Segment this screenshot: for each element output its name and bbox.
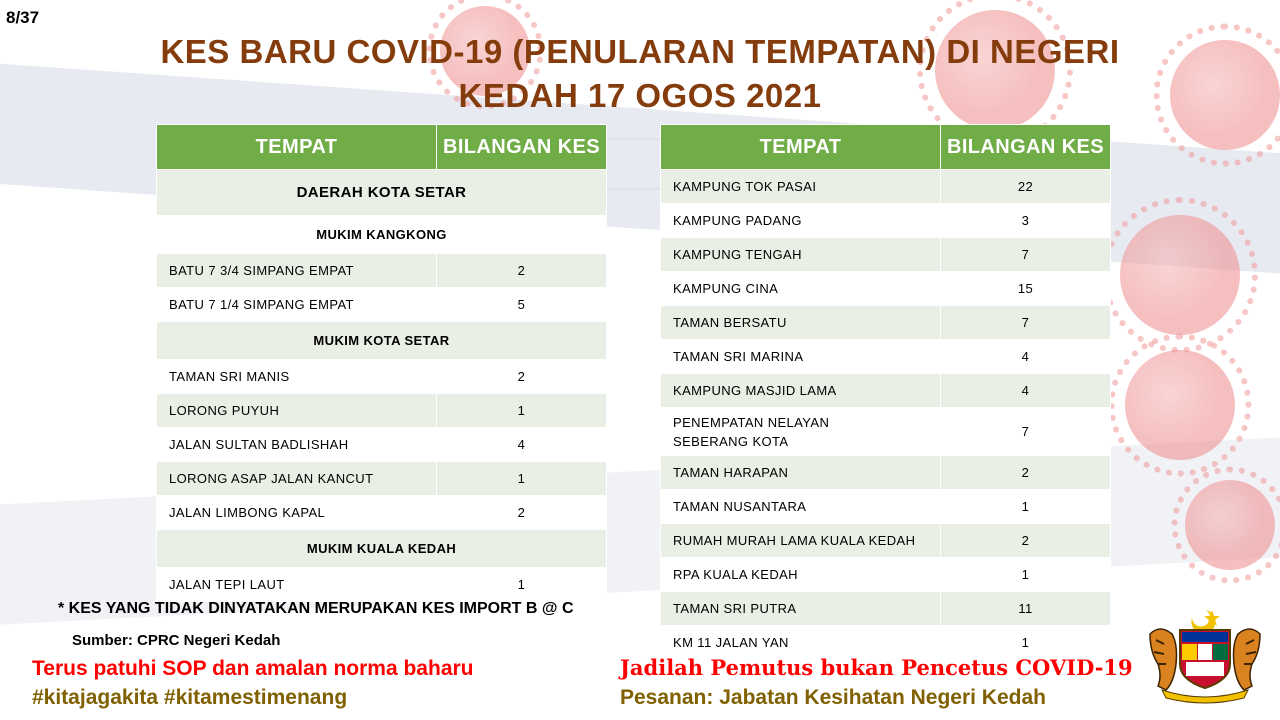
place-cell: BATU 7 3/4 SIMPANG EMPAT: [157, 254, 437, 288]
column-header-cases: BILANGAN KES: [437, 125, 607, 170]
virus-decoration-icon: [1170, 40, 1280, 150]
cases-cell: 1: [941, 558, 1111, 592]
cases-cell: 2: [437, 360, 607, 394]
table-row: [157, 462, 607, 496]
mukim-row: [157, 530, 607, 568]
place-cell: LORONG PUYUH: [157, 394, 437, 428]
cases-cell: 1: [437, 394, 607, 428]
table-header-row: [157, 125, 607, 170]
left-cases-table: [156, 124, 607, 602]
place-cell: JALAN LIMBONG KAPAL: [157, 496, 437, 530]
district-label: DAERAH KOTA SETAR: [157, 170, 607, 216]
mukim-label: MUKIM KOTA SETAR: [157, 322, 607, 360]
cases-cell: 4: [941, 340, 1111, 374]
place-cell: BATU 7 1/4 SIMPANG EMPAT: [157, 288, 437, 322]
title-line-2: KEDAH 17 OGOS 2021: [458, 77, 822, 114]
district-row: [157, 170, 607, 216]
cases-cell: 1: [941, 490, 1111, 524]
cases-cell: 7: [941, 306, 1111, 340]
table-row: [661, 170, 1111, 204]
cases-cell: 2: [941, 456, 1111, 490]
cases-cell: 22: [941, 170, 1111, 204]
mukim-row: [157, 322, 607, 360]
table-row: [661, 456, 1111, 490]
place-cell: KM 11 JALAN YAN: [661, 626, 941, 660]
cases-cell: 7: [941, 238, 1111, 272]
place-cell: PENEMPATAN NELAYAN SEBERANG KOTA: [661, 408, 941, 456]
place-cell: KAMPUNG TOK PASAI: [661, 170, 941, 204]
place-cell: KAMPUNG TENGAH: [661, 238, 941, 272]
page-title: [140, 30, 1140, 118]
table-row: [661, 524, 1111, 558]
page-number: 8/37: [6, 8, 40, 27]
place-cell: TAMAN HARAPAN: [661, 456, 941, 490]
place-cell: KAMPUNG MASJID LAMA: [661, 374, 941, 408]
place-cell: KAMPUNG PADANG: [661, 204, 941, 238]
table-row: [157, 394, 607, 428]
table-row: [661, 558, 1111, 592]
table-row: [661, 238, 1111, 272]
table-row: [661, 340, 1111, 374]
virus-decoration-icon: [1120, 215, 1240, 335]
place-cell: RPA KUALA KEDAH: [661, 558, 941, 592]
column-header-place: TEMPAT: [661, 125, 941, 170]
cases-cell: 2: [437, 496, 607, 530]
table-row: [157, 496, 607, 530]
place-cell: TAMAN NUSANTARA: [661, 490, 941, 524]
hashtags-text: #kitajagakita #kitamestimenang: [32, 686, 348, 709]
title-line-1: KES BARU COVID-19 (PENULARAN TEMPATAN) DI NEGERI: [160, 33, 1120, 70]
table-row: [661, 374, 1111, 408]
table-row: [157, 254, 607, 288]
malaysia-coat-of-arms-icon: [1142, 604, 1268, 704]
table-row: [157, 288, 607, 322]
place-cell: TAMAN SRI MARINA: [661, 340, 941, 374]
cases-cell: 7: [941, 408, 1111, 456]
table-connector: [606, 138, 660, 140]
mukim-label: MUKIM KUALA KEDAH: [157, 530, 607, 568]
cases-cell: 2: [437, 254, 607, 288]
place-cell: JALAN SULTAN BADLISHAH: [157, 428, 437, 462]
cases-cell: 1: [941, 626, 1111, 660]
column-header-cases: BILANGAN KES: [941, 125, 1111, 170]
column-header-place: TEMPAT: [157, 125, 437, 170]
cases-cell: 2: [941, 524, 1111, 558]
right-cases-table: [660, 124, 1111, 660]
table-row: [157, 568, 607, 602]
table-row: [661, 272, 1111, 306]
cases-cell: 5: [437, 288, 607, 322]
table-row: [661, 408, 1111, 456]
place-cell: JALAN TEPI LAUT: [157, 568, 437, 602]
cases-cell: 4: [941, 374, 1111, 408]
message-text: Pesanan: Jabatan Kesihatan Negeri Kedah: [620, 686, 1046, 709]
table-header-row: [661, 125, 1111, 170]
place-cell: TAMAN SRI MANIS: [157, 360, 437, 394]
place-cell: KAMPUNG CINA: [661, 272, 941, 306]
advice-text: Terus patuhi SOP dan amalan norma baharu: [32, 657, 474, 680]
cases-cell: 15: [941, 272, 1111, 306]
cases-cell: 11: [941, 592, 1111, 626]
place-cell: TAMAN SRI PUTRA: [661, 592, 941, 626]
place-cell: LORONG ASAP JALAN KANCUT: [157, 462, 437, 496]
table-row: [661, 306, 1111, 340]
table-row: [661, 592, 1111, 626]
place-cell: RUMAH MURAH LAMA KUALA KEDAH: [661, 524, 941, 558]
table-row: [157, 428, 607, 462]
virus-decoration-icon: [1185, 480, 1275, 570]
place-cell: TAMAN BERSATU: [661, 306, 941, 340]
table-row: [157, 360, 607, 394]
table-connector: [606, 188, 660, 190]
cases-cell: 4: [437, 428, 607, 462]
table-row: [661, 204, 1111, 238]
cases-cell: 1: [437, 462, 607, 496]
cases-cell: 3: [941, 204, 1111, 238]
table-row: [661, 490, 1111, 524]
source-text: Sumber: CPRC Negeri Kedah: [72, 632, 281, 649]
slogan-text: Jadilah Pemutus bukan Pencetus COVID-19: [620, 655, 1133, 680]
footnote: * KES YANG TIDAK DINYATAKAN MERUPAKAN KES IMPORT B @ C: [58, 600, 574, 617]
virus-decoration-icon: [1125, 350, 1235, 460]
mukim-row: [157, 216, 607, 254]
cases-cell: 1: [437, 568, 607, 602]
mukim-label: MUKIM KANGKONG: [157, 216, 607, 254]
